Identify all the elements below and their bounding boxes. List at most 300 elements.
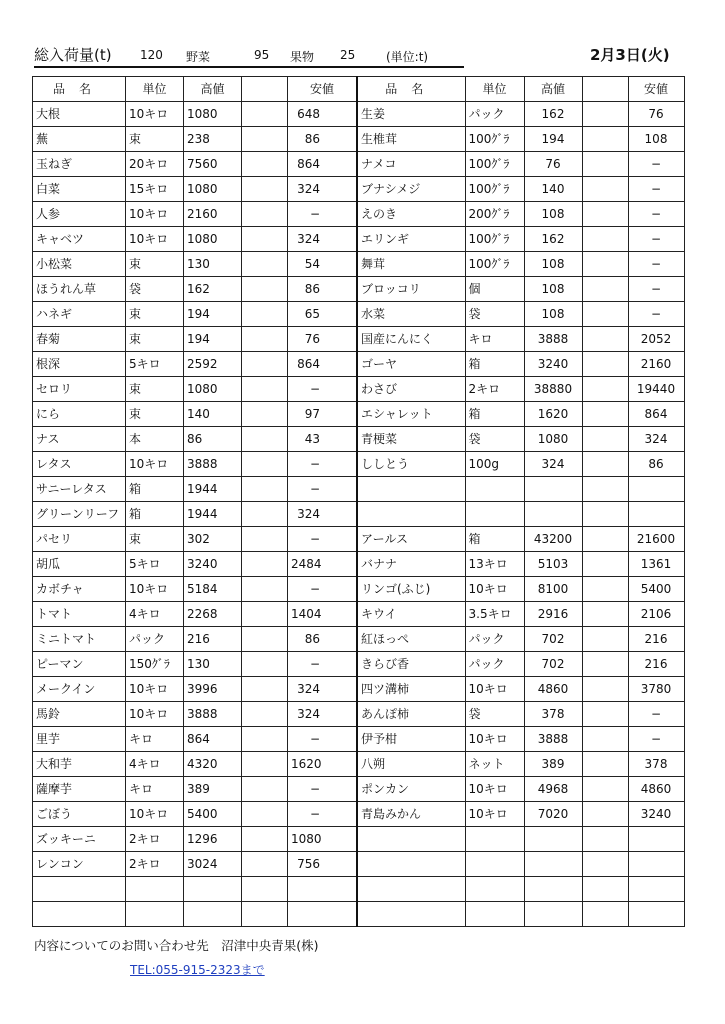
item-name-cell: 大和芋 <box>33 752 126 777</box>
item-high-price-cell: 3240 <box>184 552 242 577</box>
table-row <box>33 577 357 602</box>
item-name-cell <box>357 477 465 502</box>
item-high-price-cell <box>184 902 242 927</box>
table-row <box>357 827 684 852</box>
table-row <box>33 602 357 627</box>
item-high-price-cell: 3996 <box>184 677 242 702</box>
item-low-price-cell: 864 <box>288 152 357 177</box>
item-high-price-cell: 5184 <box>184 577 242 602</box>
item-name-cell: レンコン <box>33 852 126 877</box>
table-row <box>33 502 357 527</box>
item-low-price-cell: − <box>288 777 357 802</box>
item-unit-cell: 束 <box>126 402 184 427</box>
summary-header <box>34 44 684 68</box>
item-name-cell: ポンカン <box>357 777 465 802</box>
item-low-price-cell: 86 <box>288 627 357 652</box>
item-low-price-cell: − <box>288 652 357 677</box>
item-low-price-cell: − <box>288 577 357 602</box>
item-name-cell: わさび <box>357 377 465 402</box>
item-low-price-cell: 5400 <box>628 577 684 602</box>
item-blank-cell <box>582 627 628 652</box>
item-name-cell <box>357 877 465 902</box>
item-name-cell: えのき <box>357 202 465 227</box>
fruit-label: 果物 <box>290 50 315 64</box>
item-blank-cell <box>242 702 288 727</box>
item-low-price-cell: 864 <box>628 402 684 427</box>
item-high-price-cell: 130 <box>184 252 242 277</box>
item-blank-cell <box>582 327 628 352</box>
item-blank-cell <box>242 602 288 627</box>
item-unit-cell: 束 <box>126 527 184 552</box>
col-name-header: 品名 <box>357 77 465 102</box>
item-blank-cell <box>242 677 288 702</box>
item-name-cell: カボチャ <box>33 577 126 602</box>
table-row <box>357 602 684 627</box>
item-unit-cell: 袋 <box>465 302 524 327</box>
item-name-cell: ナメコ <box>357 152 465 177</box>
item-low-price-cell: 3780 <box>628 677 684 702</box>
item-name-cell: ミニトマト <box>33 627 126 652</box>
item-blank-cell <box>242 777 288 802</box>
item-low-price-cell: 76 <box>628 102 684 127</box>
item-unit-cell: 4キロ <box>126 752 184 777</box>
item-low-price-cell: 97 <box>288 402 357 427</box>
item-name-cell: 舞茸 <box>357 252 465 277</box>
item-low-price-cell: 378 <box>628 752 684 777</box>
table-row <box>357 402 684 427</box>
item-high-price-cell: 3888 <box>524 327 582 352</box>
item-high-price-cell <box>524 877 582 902</box>
item-name-cell: ゴーヤ <box>357 352 465 377</box>
item-unit-cell: 束 <box>126 252 184 277</box>
item-low-price-cell: 324 <box>288 677 357 702</box>
item-high-price-cell: 216 <box>184 627 242 652</box>
item-blank-cell <box>242 852 288 877</box>
table-row <box>33 152 357 177</box>
item-high-price-cell <box>524 477 582 502</box>
item-unit-cell: 20キロ <box>126 152 184 177</box>
item-blank-cell <box>582 227 628 252</box>
item-low-price-cell: − <box>628 177 684 202</box>
item-unit-cell: 100ｸﾞﾗ <box>465 227 524 252</box>
item-high-price-cell: 3888 <box>184 452 242 477</box>
item-blank-cell <box>242 452 288 477</box>
item-unit-cell: 10キロ <box>465 802 524 827</box>
item-unit-cell: 5キロ <box>126 552 184 577</box>
item-high-price-cell: 8100 <box>524 577 582 602</box>
item-blank-cell <box>242 427 288 452</box>
table-row <box>33 902 357 927</box>
item-unit-cell <box>465 827 524 852</box>
item-unit-cell <box>465 852 524 877</box>
item-unit-cell: 15キロ <box>126 177 184 202</box>
item-name-cell: 大根 <box>33 102 126 127</box>
item-unit-cell: 本 <box>126 427 184 452</box>
item-low-price-cell: 216 <box>628 652 684 677</box>
table-row <box>33 777 357 802</box>
item-blank-cell <box>242 102 288 127</box>
item-name-cell: あんぽ柿 <box>357 702 465 727</box>
table-row <box>33 277 357 302</box>
item-low-price-cell: 1361 <box>628 552 684 577</box>
item-name-cell: セロリ <box>33 377 126 402</box>
item-name-cell: 蕪 <box>33 127 126 152</box>
item-name-cell: ほうれん草 <box>33 277 126 302</box>
item-unit-cell: 箱 <box>126 477 184 502</box>
item-low-price-cell: 1080 <box>288 827 357 852</box>
table-row <box>33 327 357 352</box>
item-blank-cell <box>242 902 288 927</box>
table-row <box>357 652 684 677</box>
item-low-price-cell: − <box>288 202 357 227</box>
item-blank-cell <box>582 277 628 302</box>
item-blank-cell <box>242 727 288 752</box>
item-low-price-cell: 86 <box>288 127 357 152</box>
item-low-price-cell: 43 <box>288 427 357 452</box>
item-high-price-cell: 7020 <box>524 802 582 827</box>
item-high-price-cell: 162 <box>524 102 582 127</box>
table-row <box>33 477 357 502</box>
item-name-cell <box>33 877 126 902</box>
item-blank-cell <box>582 677 628 702</box>
item-unit-cell: 10キロ <box>126 702 184 727</box>
item-name-cell: ナス <box>33 427 126 452</box>
item-low-price-cell: − <box>628 277 684 302</box>
table-row <box>33 852 357 877</box>
report-date: 2月3日(火) <box>590 46 670 64</box>
item-blank-cell <box>582 502 628 527</box>
item-name-cell: グリーンリーフ <box>33 502 126 527</box>
item-high-price-cell: 162 <box>524 227 582 252</box>
item-high-price-cell: 4320 <box>184 752 242 777</box>
item-low-price-cell: 2106 <box>628 602 684 627</box>
item-high-price-cell: 3240 <box>524 352 582 377</box>
item-high-price-cell: 1296 <box>184 827 242 852</box>
table-row <box>357 427 684 452</box>
item-low-price-cell: − <box>628 702 684 727</box>
table-row <box>357 502 684 527</box>
item-low-price-cell: − <box>628 227 684 252</box>
item-blank-cell <box>582 477 628 502</box>
contact-note: 内容についてのお問い合わせ先 沼津中央青果(株) <box>34 938 319 953</box>
item-high-price-cell: 1080 <box>184 227 242 252</box>
item-name-cell: にら <box>33 402 126 427</box>
item-high-price-cell: 1080 <box>184 102 242 127</box>
item-high-price-cell: 1080 <box>184 377 242 402</box>
col-blank-header <box>242 77 288 102</box>
item-blank-cell <box>582 702 628 727</box>
item-high-price-cell: 3888 <box>184 702 242 727</box>
item-unit-cell: 10キロ <box>465 677 524 702</box>
item-blank-cell <box>582 827 628 852</box>
item-low-price-cell: 864 <box>288 352 357 377</box>
item-name-cell: 生姜 <box>357 102 465 127</box>
item-blank-cell <box>582 302 628 327</box>
table-row <box>357 877 684 902</box>
item-unit-cell: パック <box>465 102 524 127</box>
item-unit-cell: 100g <box>465 452 524 477</box>
item-low-price-cell: 2052 <box>628 327 684 352</box>
item-blank-cell <box>242 627 288 652</box>
item-high-price-cell: 238 <box>184 127 242 152</box>
table-row <box>33 827 357 852</box>
table-row <box>33 402 357 427</box>
item-name-cell: 紅ほっぺ <box>357 627 465 652</box>
item-high-price-cell: 5103 <box>524 552 582 577</box>
item-name-cell: キウイ <box>357 602 465 627</box>
table-row <box>357 227 684 252</box>
item-name-cell: 生椎茸 <box>357 127 465 152</box>
item-blank-cell <box>582 602 628 627</box>
item-low-price-cell: 648 <box>288 102 357 127</box>
item-unit-cell: 箱 <box>126 502 184 527</box>
item-high-price-cell: 389 <box>184 777 242 802</box>
item-low-price-cell: 324 <box>288 177 357 202</box>
item-blank-cell <box>582 252 628 277</box>
table-row <box>33 552 357 577</box>
item-low-price-cell: 324 <box>288 227 357 252</box>
item-low-price-cell: − <box>628 727 684 752</box>
item-low-price-cell <box>288 902 357 927</box>
unit-note: (単位:t) <box>386 50 429 64</box>
item-unit-cell: 13キロ <box>465 552 524 577</box>
item-high-price-cell: 1620 <box>524 402 582 427</box>
item-blank-cell <box>242 252 288 277</box>
item-unit-cell: パック <box>465 652 524 677</box>
item-low-price-cell: 4860 <box>628 777 684 802</box>
table-row <box>33 377 357 402</box>
item-name-cell: 人参 <box>33 202 126 227</box>
col-high-header: 高値 <box>184 77 242 102</box>
item-blank-cell <box>582 177 628 202</box>
item-name-cell: きらび香 <box>357 652 465 677</box>
item-unit-cell: 束 <box>126 127 184 152</box>
item-name-cell: 薩摩芋 <box>33 777 126 802</box>
item-high-price-cell: 194 <box>524 127 582 152</box>
item-unit-cell: 100ｸﾞﾗ <box>465 152 524 177</box>
item-unit-cell: 袋 <box>465 427 524 452</box>
item-name-cell: 伊予柑 <box>357 727 465 752</box>
item-blank-cell <box>582 377 628 402</box>
table-row <box>33 527 357 552</box>
item-unit-cell: 束 <box>126 327 184 352</box>
item-high-price-cell: 4968 <box>524 777 582 802</box>
item-name-cell: バナナ <box>357 552 465 577</box>
table-row <box>357 452 684 477</box>
item-high-price-cell: 194 <box>184 327 242 352</box>
item-unit-cell: ネット <box>465 752 524 777</box>
item-high-price-cell: 702 <box>524 652 582 677</box>
item-low-price-cell: 2484 <box>288 552 357 577</box>
item-unit-cell: 100ｸﾞﾗ <box>465 127 524 152</box>
col-name-header: 品名 <box>33 77 126 102</box>
item-blank-cell <box>582 127 628 152</box>
item-name-cell <box>33 902 126 927</box>
table-row <box>357 527 684 552</box>
item-blank-cell <box>582 452 628 477</box>
item-high-price-cell: 140 <box>184 402 242 427</box>
item-high-price-cell: 702 <box>524 627 582 652</box>
table-row <box>33 877 357 902</box>
item-unit-cell: 10キロ <box>126 577 184 602</box>
table-row <box>33 652 357 677</box>
item-unit-cell <box>465 502 524 527</box>
item-high-price-cell: 108 <box>524 252 582 277</box>
item-unit-cell: 束 <box>126 302 184 327</box>
table-row <box>357 252 684 277</box>
vegetable-label: 野菜 <box>186 50 211 64</box>
table-header-row <box>33 77 357 102</box>
item-blank-cell <box>582 527 628 552</box>
item-low-price-cell: − <box>628 152 684 177</box>
table-row <box>33 227 357 252</box>
item-blank-cell <box>582 352 628 377</box>
item-blank-cell <box>242 152 288 177</box>
item-low-price-cell: − <box>628 202 684 227</box>
item-blank-cell <box>242 352 288 377</box>
item-unit-cell: 200ｸﾞﾗ <box>465 202 524 227</box>
item-high-price-cell: 302 <box>184 527 242 552</box>
table-row <box>33 452 357 477</box>
item-unit-cell <box>465 902 524 927</box>
table-row <box>357 752 684 777</box>
item-blank-cell <box>242 477 288 502</box>
item-name-cell: 青梗菜 <box>357 427 465 452</box>
item-low-price-cell: 2160 <box>628 352 684 377</box>
item-high-price-cell: 1080 <box>184 177 242 202</box>
item-name-cell <box>357 502 465 527</box>
item-high-price-cell <box>524 852 582 877</box>
item-name-cell: 水菜 <box>357 302 465 327</box>
item-name-cell: パセリ <box>33 527 126 552</box>
item-low-price-cell: − <box>628 302 684 327</box>
item-unit-cell: 10キロ <box>126 227 184 252</box>
item-name-cell: 青島みかん <box>357 802 465 827</box>
item-high-price-cell: 140 <box>524 177 582 202</box>
item-unit-cell <box>126 902 184 927</box>
item-unit-cell: 4キロ <box>126 602 184 627</box>
item-unit-cell <box>126 877 184 902</box>
item-high-price-cell: 2916 <box>524 602 582 627</box>
item-low-price-cell: − <box>628 252 684 277</box>
item-unit-cell: 袋 <box>465 702 524 727</box>
item-unit-cell: 2キロ <box>126 852 184 877</box>
table-row <box>357 477 684 502</box>
item-low-price-cell: 3240 <box>628 802 684 827</box>
table-row <box>33 252 357 277</box>
item-low-price-cell: 19440 <box>628 377 684 402</box>
table-row <box>33 702 357 727</box>
item-unit-cell: 100ｸﾞﾗ <box>465 177 524 202</box>
item-unit-cell <box>465 877 524 902</box>
item-name-cell: ごぼう <box>33 802 126 827</box>
item-unit-cell: 150ｸﾞﾗ <box>126 652 184 677</box>
table-row <box>33 752 357 777</box>
item-unit-cell: 100ｸﾞﾗ <box>465 252 524 277</box>
table-row <box>357 552 684 577</box>
item-unit-cell: 10キロ <box>126 202 184 227</box>
item-unit-cell: 袋 <box>126 277 184 302</box>
header-underline <box>34 66 464 68</box>
contact-phone-link[interactable]: TEL:055-915-2323まで <box>130 963 265 977</box>
item-low-price-cell: − <box>288 452 357 477</box>
table-row <box>33 677 357 702</box>
item-name-cell <box>357 852 465 877</box>
table-row <box>33 727 357 752</box>
item-low-price-cell: 108 <box>628 127 684 152</box>
item-name-cell: 四ツ溝柿 <box>357 677 465 702</box>
item-low-price-cell <box>628 827 684 852</box>
table-row <box>357 127 684 152</box>
item-unit-cell: 束 <box>126 377 184 402</box>
item-name-cell: ブロッコリ <box>357 277 465 302</box>
item-blank-cell <box>242 402 288 427</box>
item-name-cell <box>357 827 465 852</box>
item-blank-cell <box>242 202 288 227</box>
table-row <box>357 102 684 127</box>
col-low-header: 安値 <box>628 77 684 102</box>
item-blank-cell <box>582 877 628 902</box>
item-name-cell: ズッキーニ <box>33 827 126 852</box>
item-unit-cell: 箱 <box>465 527 524 552</box>
item-high-price-cell: 162 <box>184 277 242 302</box>
item-name-cell: 胡瓜 <box>33 552 126 577</box>
item-blank-cell <box>242 577 288 602</box>
item-blank-cell <box>582 802 628 827</box>
item-low-price-cell <box>628 477 684 502</box>
col-low-header: 安値 <box>288 77 357 102</box>
item-unit-cell: 5キロ <box>126 352 184 377</box>
item-name-cell: サニーレタス <box>33 477 126 502</box>
item-blank-cell <box>242 227 288 252</box>
item-blank-cell <box>582 752 628 777</box>
item-name-cell: ブナシメジ <box>357 177 465 202</box>
item-unit-cell: キロ <box>465 327 524 352</box>
item-low-price-cell <box>288 877 357 902</box>
item-blank-cell <box>242 527 288 552</box>
item-low-price-cell <box>628 852 684 877</box>
item-low-price-cell: 324 <box>628 427 684 452</box>
item-blank-cell <box>582 727 628 752</box>
item-low-price-cell: − <box>288 527 357 552</box>
item-high-price-cell <box>524 827 582 852</box>
item-blank-cell <box>582 852 628 877</box>
table-row <box>33 202 357 227</box>
item-low-price-cell: − <box>288 727 357 752</box>
item-unit-cell: 2キロ <box>126 827 184 852</box>
table-row <box>357 302 684 327</box>
table-row <box>357 777 684 802</box>
item-low-price-cell: 65 <box>288 302 357 327</box>
item-unit-cell: 2キロ <box>465 377 524 402</box>
item-blank-cell <box>582 102 628 127</box>
item-name-cell: アールス <box>357 527 465 552</box>
item-blank-cell <box>242 302 288 327</box>
vegetable-value: 95 <box>254 48 270 62</box>
item-low-price-cell: − <box>288 377 357 402</box>
item-unit-cell: 10キロ <box>126 452 184 477</box>
fruit-value: 25 <box>340 48 356 62</box>
item-blank-cell <box>242 502 288 527</box>
item-blank-cell <box>242 552 288 577</box>
table-row <box>357 277 684 302</box>
item-blank-cell <box>242 177 288 202</box>
item-high-price-cell: 194 <box>184 302 242 327</box>
vegetable-price-table <box>32 76 357 927</box>
item-high-price-cell: 76 <box>524 152 582 177</box>
col-blank-header <box>582 77 628 102</box>
item-unit-cell: 3.5キロ <box>465 602 524 627</box>
